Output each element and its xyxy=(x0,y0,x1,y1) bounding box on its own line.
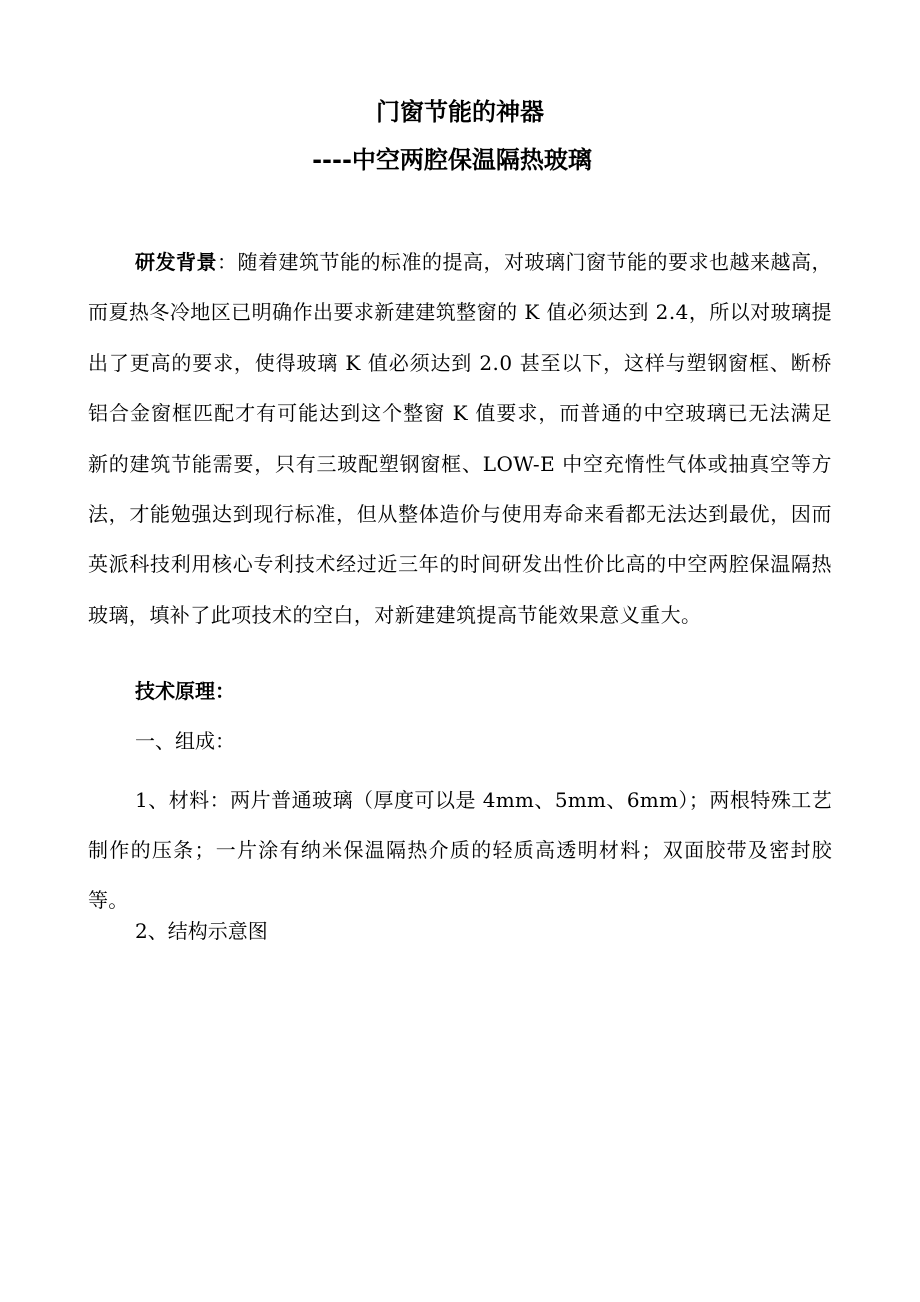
section-composition: 一、组成： xyxy=(135,729,235,753)
background-paragraph xyxy=(88,237,832,640)
background-text: ：随着建筑节能的标准的提高，对玻璃门窗节能的要求也越来越高，而夏热冬冷地区已明确作出要求新建建筑整窗的 K 值必须达到 2.4，所以对玻璃提出了更高的要求，使得玻璃 K 值必须达到 2.0 甚至以下，这样与塑钢窗框、断桥铝合金窗框匹配才有可能达到这个整窗 K 值要求，而普通的中空玻璃已无法满足新的建筑节能需要，只有三玻配塑钢窗框、LOW-E 中空充惰性气体或抽真空等方法，才能勉强达到现行标准，但从整体造价与使用寿命来看都无法达到最优，因而英派科技利用核心专利技术经过近三年的时间研发出性价比高的中空两腔保温隔热玻璃，填补了此项技术的空白，对新建建筑提高节能效果意义重大。 xyxy=(88,250,832,627)
document-subtitle: ----中空两腔保温隔热玻璃 xyxy=(312,146,592,174)
item-structure: 2、结构示意图 xyxy=(135,919,268,943)
item-materials: 1、材料：两片普通玻璃（厚度可以是 4mm、5mm、6mm）；两根特殊工艺制作的压条；一片涂有纳米保温隔热介质的轻质高透明材料；双面胶带及密封胶等。 xyxy=(88,788,832,912)
background-label: 研发背景 xyxy=(135,250,218,274)
principle-heading: 技术原理： xyxy=(135,679,235,703)
document-title: 门窗节能的神器 xyxy=(376,98,544,126)
